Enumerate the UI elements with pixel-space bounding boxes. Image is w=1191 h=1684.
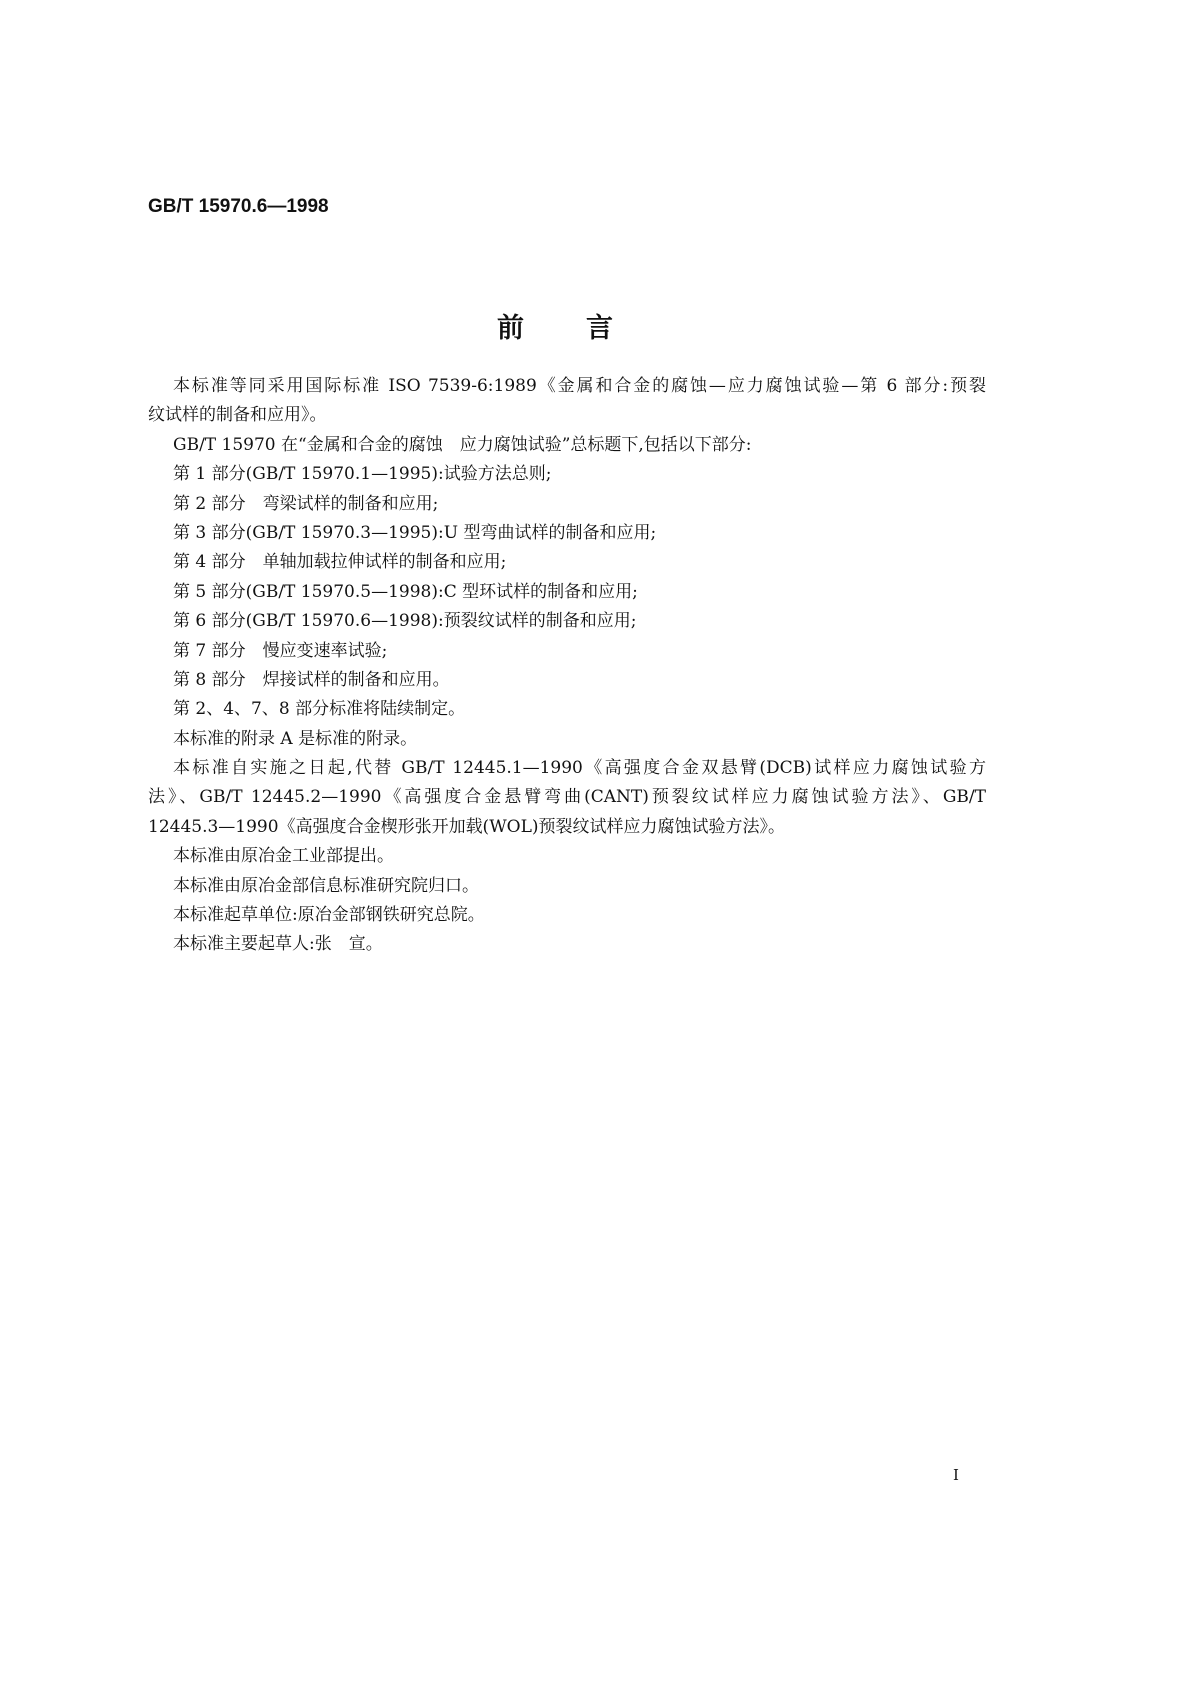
page-number: I bbox=[953, 1466, 959, 1484]
page-title: 前言 bbox=[497, 313, 675, 344]
text-line: 本标准由原冶金部信息标准研究院归口。 bbox=[173, 875, 479, 896]
text-line: 第 7 部分 慢应变速率试验; bbox=[173, 640, 388, 661]
text-line: 第 1 部分(GB/T 15970.1—1995):试验方法总则; bbox=[173, 464, 552, 485]
text-line: 第 3 部分(GB/T 15970.3—1995):U 型弯曲试样的制备和应用; bbox=[173, 522, 657, 543]
text-line: 本标准由原冶金工业部提出。 bbox=[173, 846, 394, 867]
text-line: 第 6 部分(GB/T 15970.6—1998):预裂纹试样的制备和应用; bbox=[173, 611, 637, 632]
text-line: 本标准起草单位:原冶金部钢铁研究总院。 bbox=[173, 905, 485, 926]
text-line: 12445.3—1990《高强度合金楔形张开加载(WOL)预裂纹试样应力腐蚀试验方法》。 bbox=[148, 816, 786, 837]
text-line: 第 2 部分 弯梁试样的制备和应用; bbox=[173, 493, 439, 514]
text-line: 本标准自实施之日起,代替 GB/T 12445.1—1990《高强度合金双悬臂(DCB)试样应力腐蚀试验方 bbox=[173, 758, 986, 779]
text-line: 第 4 部分 单轴加载拉伸试样的制备和应用; bbox=[173, 552, 507, 573]
text-line: 第 8 部分 焊接试样的制备和应用。 bbox=[173, 669, 450, 690]
text-line: 第 2、4、7、8 部分标准将陆续制定。 bbox=[173, 699, 466, 720]
standard-number: GB/T 15970.6—1998 bbox=[148, 196, 329, 217]
text-line: 本标准等同采用国际标准 ISO 7539-6:1989《金属和合金的腐蚀—应力腐蚀试验—第 6 部分:预裂 bbox=[173, 376, 986, 396]
foreword-body bbox=[148, 372, 986, 960]
text-line: 本标准主要起草人:张 宣。 bbox=[173, 934, 383, 955]
text-line: GB/T 15970 在“金属和合金的腐蚀 应力腐蚀试验”总标题下,包括以下部分: bbox=[173, 434, 752, 455]
text-line: 本标准的附录 A 是标准的附录。 bbox=[173, 728, 418, 749]
text-line: 纹试样的制备和应用》。 bbox=[148, 405, 327, 426]
text-line: 法》、GB/T 12445.2—1990《高强度合金悬臂弯曲(CANT)预裂纹试样应力腐蚀试验方法》、GB/T bbox=[148, 787, 986, 808]
text-line: 第 5 部分(GB/T 15970.5—1998):C 型环试样的制备和应用; bbox=[173, 581, 638, 602]
